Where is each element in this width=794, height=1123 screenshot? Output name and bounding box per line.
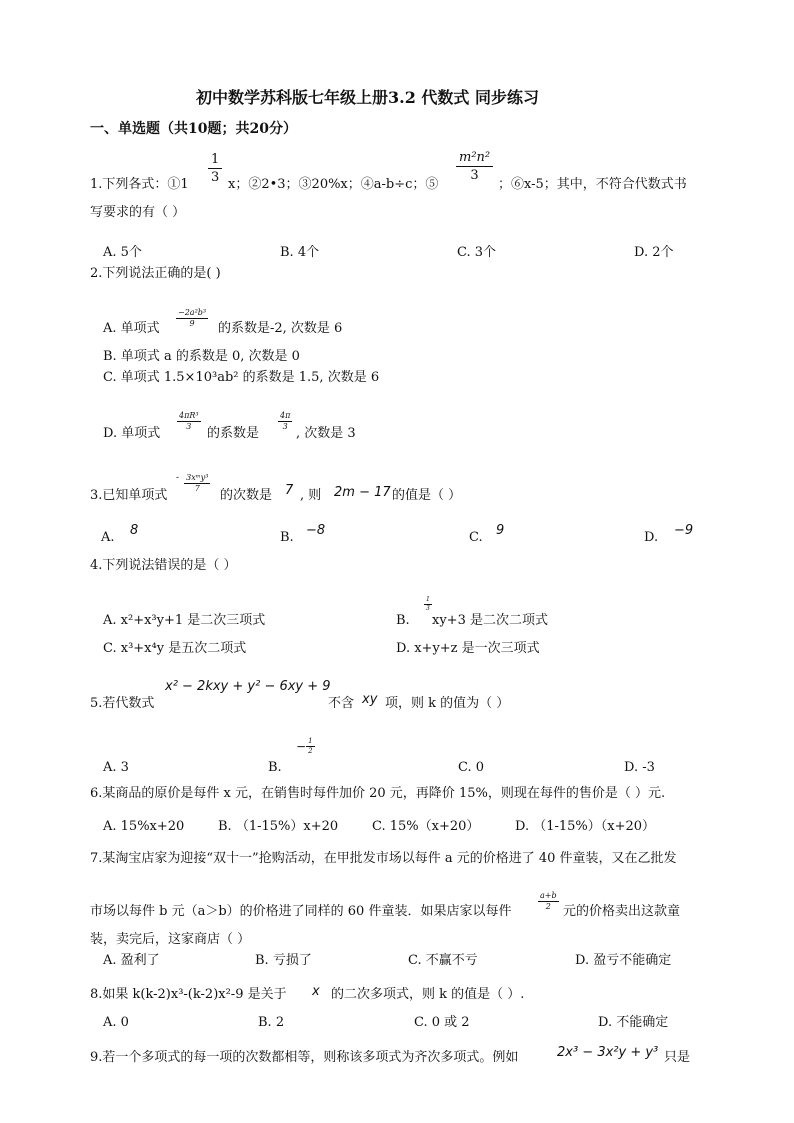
q7-line2-prefix: 市场以每件 b 元（a＞b）的价格进了同样的 60 件童装．如果店家以每件 xyxy=(90,904,512,919)
q1-mid: x；②2•3；③20%x；④a-b÷c；⑤ xyxy=(228,177,439,192)
q2-a-frac xyxy=(176,302,208,328)
frac-numerator: 1 xyxy=(308,737,313,745)
q3-option-b-value: −8 xyxy=(306,523,326,538)
q4-option-c: C. x³+x⁴y 是五次二项式 xyxy=(103,641,247,656)
frac-numerator: 1 xyxy=(426,596,430,603)
q5-option-b: B. xyxy=(268,760,282,775)
frac-numerator: −2a²b³ xyxy=(178,308,207,317)
q7-option-a: A. 盈利了 xyxy=(103,953,160,968)
q5-suffix: 项，则 k 的值为（ ） xyxy=(385,696,510,711)
frac-denominator: 2 xyxy=(545,902,551,911)
q9-suffix: 只是 xyxy=(664,1050,691,1065)
q5-option-d: D. -3 xyxy=(624,760,655,775)
q4-option-b-text: xy+3 是二次二项式 xyxy=(432,613,548,628)
q8-prefix: 8.如果 k(k-2)x³-(k-2)x²-9 是关于 xyxy=(90,987,287,1002)
q7-line3: 装，卖完后，这家商店（ ） xyxy=(90,932,251,947)
q8-suffix: 的二次多项式，则 k 的值是（ ）. xyxy=(331,987,525,1002)
frac-denominator: 3 xyxy=(186,422,192,431)
q5-option-c: C. 0 xyxy=(458,760,485,775)
q6-option-d: D. （1-15%）（x+20） xyxy=(515,819,656,834)
q3-mid1: 的次数是 xyxy=(220,488,273,503)
q3-option-c-value: 9 xyxy=(496,523,505,538)
q3-degree-value: 7 xyxy=(285,483,294,498)
q3-option-d-label: D. xyxy=(644,530,659,545)
q7-option-b: B. 亏损了 xyxy=(255,953,312,968)
q6-option-c: C. 15%（x+20） xyxy=(372,819,480,834)
q8-option-d: D. 不能确定 xyxy=(598,1015,669,1030)
q4-option-d: D. x+y+z 是一次三项式 xyxy=(396,641,540,656)
q3-expression: 2m − 17 xyxy=(334,485,391,500)
q4-option-b-label: B. xyxy=(396,613,410,628)
frac-numerator: m²n² xyxy=(456,151,493,167)
q5-prefix: 5.若代数式 xyxy=(90,696,155,711)
q2-a-suffix: 的系数是-2, 次数是 6 xyxy=(218,321,343,336)
q5-option-b-value xyxy=(296,738,315,755)
q8-variable: x xyxy=(312,984,320,999)
q1-prefix: 1.下列各式：①1 xyxy=(90,177,189,192)
frac-denominator: 7 xyxy=(194,484,200,493)
frac-numerator: 4π xyxy=(280,411,291,420)
q5-expression: x² − 2kxy + y² − 6xy + 9 xyxy=(165,679,331,694)
frac-numerator: 1 xyxy=(208,153,222,169)
q1-frac1 xyxy=(208,150,222,184)
q3-option-a-label: A. xyxy=(101,530,115,545)
q1-option-b: B. 4个 xyxy=(280,245,320,260)
frac-numerator: 4πR³ xyxy=(179,411,199,420)
q1-suffix: ；⑥x-5；其中，不符合代数式书 xyxy=(498,177,687,192)
q2-d-frac2 xyxy=(278,405,292,431)
frac-numerator: 3xᵐy³ xyxy=(186,473,209,482)
q1-option-d: D. 2个 xyxy=(634,245,674,260)
q1-frac2 xyxy=(456,148,493,182)
frac-denominator: 3 xyxy=(470,168,479,183)
q6-option-b: B. （1-15%）x+20 xyxy=(218,819,339,834)
q1-option-a: A. 5个 xyxy=(103,245,142,260)
q8-option-c: C. 0 或 2 xyxy=(414,1015,470,1030)
frac-denominator: 3 xyxy=(426,605,430,612)
q3-mid2: , 则 xyxy=(300,488,322,503)
q7-line2-suffix: 元的价格卖出这款童 xyxy=(563,904,681,919)
q4-option-b-small-frac xyxy=(424,596,432,612)
q3-suffix: 的值是（ ） xyxy=(392,488,462,503)
q3-option-a-value: 8 xyxy=(130,523,139,538)
q2-d-mid: 的系数是 xyxy=(207,426,260,441)
minus-sign-icon: - xyxy=(176,473,180,483)
frac-denominator: 2 xyxy=(308,747,313,755)
section-heading: 一、单选题（共10题；共20分） xyxy=(90,121,297,137)
q2-option-c: C. 单项式 1.5×10³ab² 的系数是 1.5, 次数是 6 xyxy=(103,370,380,385)
q3-prefix: 3.已知单项式 xyxy=(90,488,168,503)
q2-d-prefix: D. 单项式 xyxy=(103,426,161,441)
q8-option-a: A. 0 xyxy=(103,1015,129,1030)
q3-option-c-label: C. xyxy=(469,530,483,545)
q5-xy: xy xyxy=(362,692,378,707)
q3-option-b-label: B. xyxy=(280,530,294,545)
q3-frac xyxy=(176,467,210,493)
q5-option-a: A. 3 xyxy=(103,760,129,775)
q2-stem: 2.下列说法正确的是( ) xyxy=(90,266,221,281)
q8-option-b: B. 2 xyxy=(258,1015,285,1030)
q2-option-b: B. 单项式 a 的系数是 0, 次数是 0 xyxy=(103,349,300,364)
q5-mid: 不含 xyxy=(328,696,355,711)
q1-option-c: C. 3个 xyxy=(457,245,497,260)
q2-a-prefix: A. 单项式 xyxy=(103,321,160,336)
q7-line1: 7.某淘宝店家为迎接“双十一”抢购活动，在甲批发市场以每件 a 元的价格进了 40 件童装，又在乙批发 xyxy=(90,851,677,866)
q3-option-d-value: −9 xyxy=(674,523,694,538)
q4-option-a: A. x²+x³y+1 是二次三项式 xyxy=(103,613,266,628)
page-title: 初中数学苏科版七年级上册3.2 代数式 同步练习 xyxy=(196,88,539,107)
q1-line2: 写要求的有（ ） xyxy=(90,205,186,220)
q9-prefix: 9.若一个多项式的每一项的次数都相等，则称该多项式为齐次多项式。例如 xyxy=(90,1050,519,1065)
frac-denominator: 3 xyxy=(211,170,220,185)
q4-stem: 4.下列说法错误的是（ ） xyxy=(90,558,237,573)
q7-option-c: C. 不赢不亏 xyxy=(408,953,478,968)
q9-expression: 2x³ − 3x²y + y³ xyxy=(557,1045,659,1060)
q6-option-a: A. 15%x+20 xyxy=(103,819,185,834)
frac-numerator: a+b xyxy=(540,891,557,900)
frac-denominator: 3 xyxy=(282,422,288,431)
q7-option-d: D. 盈亏不能确定 xyxy=(575,953,672,968)
frac-denominator: 9 xyxy=(189,319,195,328)
q7-frac xyxy=(538,885,559,911)
q2-d-frac1 xyxy=(177,405,201,431)
q6-stem: 6.某商品的原价是每件 x 元，在销售时每件加价 20 元，再降价 15%，则现在每件的售价是（ ）元. xyxy=(90,786,666,801)
q2-d-suffix: , 次数是 3 xyxy=(296,426,356,441)
minus-sign-icon: − xyxy=(296,739,307,754)
